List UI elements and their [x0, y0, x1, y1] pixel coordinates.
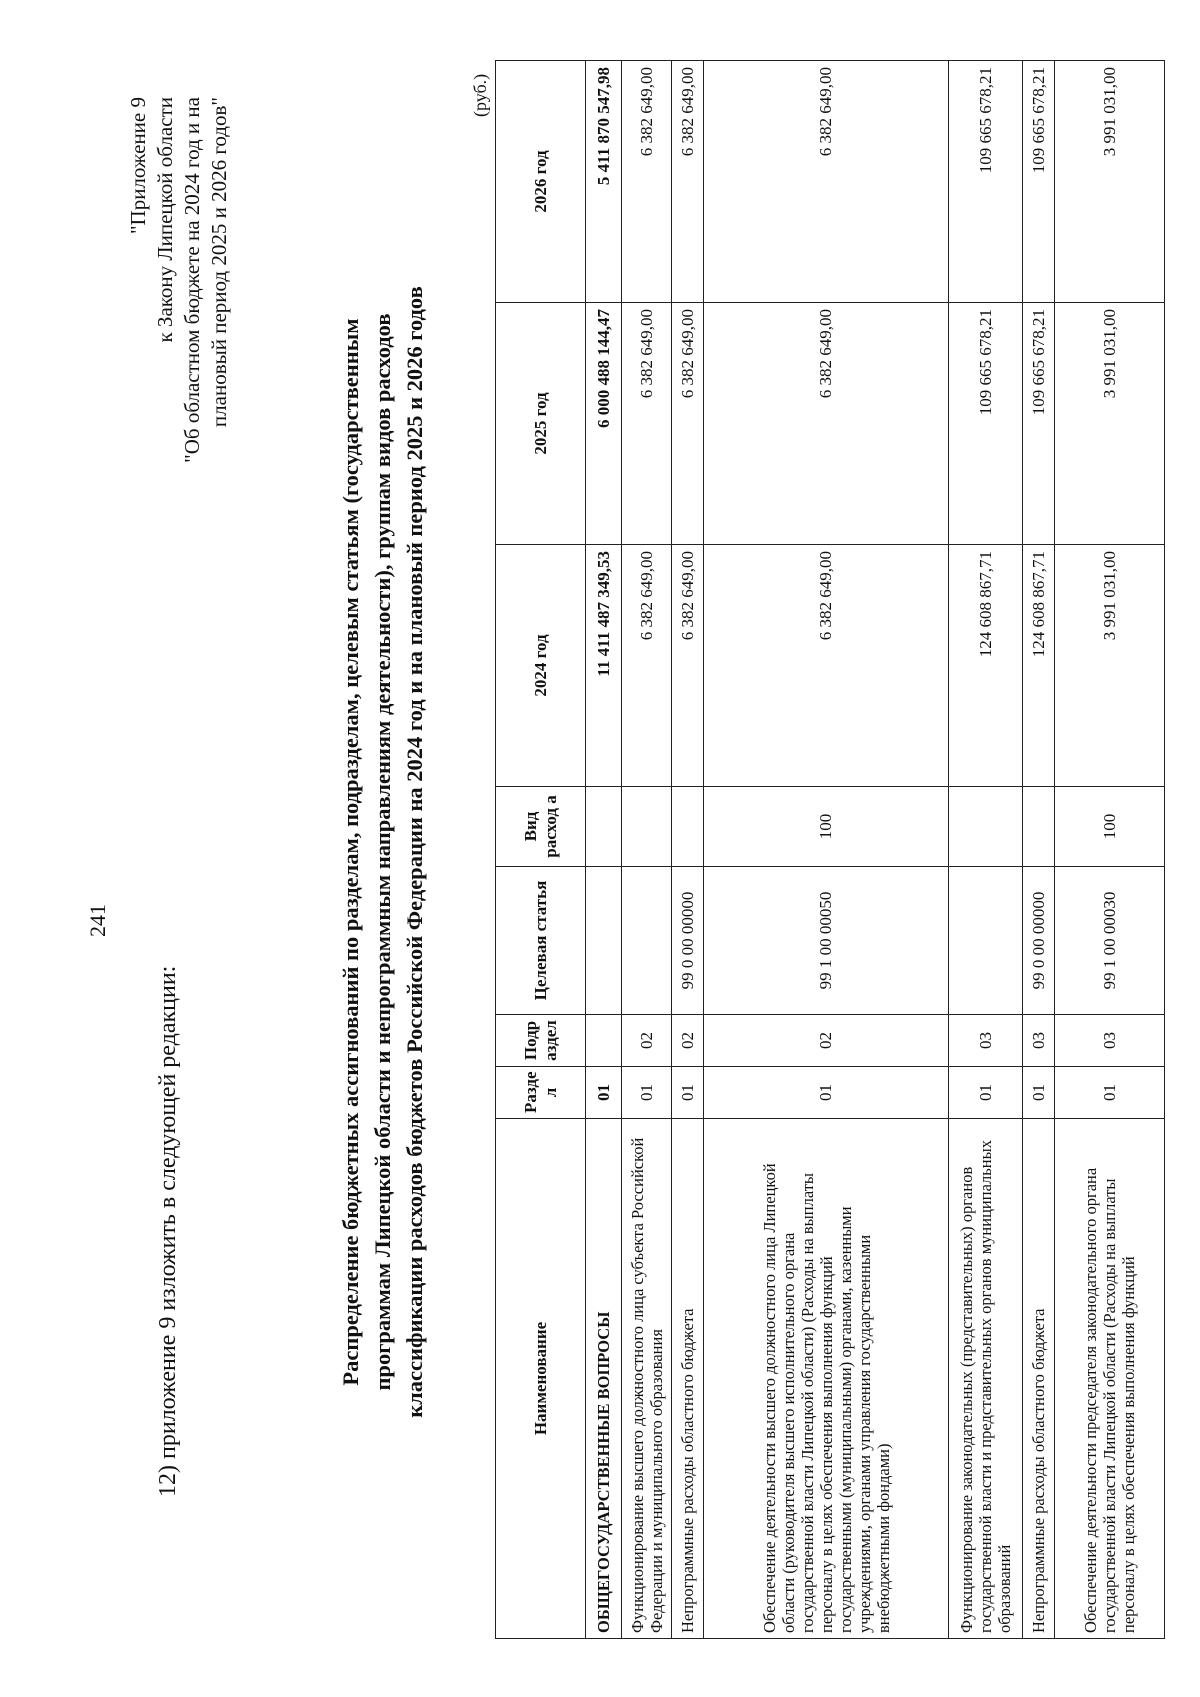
cell-section: 01 — [704, 1067, 949, 1119]
cell-y2024: 6 382 649,00 — [672, 545, 704, 787]
table-row — [704, 61, 949, 1639]
cell-subsection: 02 — [672, 1015, 704, 1067]
cell-expense-type — [672, 787, 704, 867]
intro-text: 12) приложение 9 изложить в следующей редакции: — [155, 965, 181, 1497]
cell-section: 01 — [1023, 1067, 1055, 1119]
cell-y2024: 124 608 867,71 — [1023, 545, 1055, 787]
cell-subsection — [586, 1015, 622, 1067]
table-row — [672, 61, 704, 1639]
cell-name: Функционирование высшего должностного лица субъекта Российской Федерации и муниципального образования — [622, 1119, 672, 1639]
cell-subsection: 02 — [704, 1015, 949, 1067]
cell-y2026: 109 665 678,21 — [949, 61, 1023, 303]
cell-y2025: 109 665 678,21 — [949, 303, 1023, 545]
cell-name: Непрограммные расходы областного бюджета — [672, 1119, 704, 1639]
cell-y2024: 124 608 867,71 — [949, 545, 1023, 787]
appendix-header — [125, 97, 233, 657]
header-2025: 2025 год — [496, 303, 586, 545]
cell-name: ОБЩЕГОСУДАРСТВЕННЫЕ ВОПРОСЫ — [586, 1119, 622, 1639]
cell-name: Непрограммные расходы областного бюджета — [1023, 1119, 1055, 1639]
header-subsection: Подр аздел — [496, 1015, 586, 1067]
unit-label: (руб.) — [470, 73, 490, 117]
appendix-line: "Об областном бюджете на 2024 год и на — [180, 97, 204, 463]
cell-y2024: 6 382 649,00 — [622, 545, 672, 787]
appendix-line: "Приложение 9 — [126, 97, 150, 235]
document-title — [335, 67, 431, 1637]
cell-y2025: 6 000 488 144,47 — [586, 303, 622, 545]
cell-y2026: 3 991 031,00 — [1055, 61, 1165, 303]
cell-name: Обеспечение деятельности председателя законодательного органа государственной власти Липецкой области (Расходы на выплаты персоналу в целях обеспечения выполнения функций — [1055, 1119, 1165, 1639]
cell-expense-type — [949, 787, 1023, 867]
page-number: 241 — [85, 904, 110, 937]
cell-subsection: 03 — [949, 1015, 1023, 1067]
cell-section: 01 — [672, 1067, 704, 1119]
cell-section: 01 — [586, 1067, 622, 1119]
cell-name: Обеспечение деятельности высшего должностного лица Липецкой области (руководителя высшего исполнительного органа государственной власти Липецкой области) (Расходы на выплаты персоналу в целях обеспечения выполнения функций государственными (муниципальными) органами, казенными учреждениями, органами управления государственными внебюджетными фондами) — [704, 1119, 949, 1639]
cell-name: Функционирование законодательных (представительных) органов государственной власти и представительных органов муниципальных образований — [949, 1119, 1023, 1639]
cell-target — [622, 867, 672, 1015]
cell-section: 01 — [949, 1067, 1023, 1119]
header-2026: 2026 год — [496, 61, 586, 303]
cell-expense-type: 100 — [1055, 787, 1165, 867]
cell-y2025: 6 382 649,00 — [704, 303, 949, 545]
cell-y2025: 6 382 649,00 — [622, 303, 672, 545]
cell-target: 99 0 00 00000 — [672, 867, 704, 1015]
header-name: Наименование — [496, 1119, 586, 1639]
cell-expense-type — [1023, 787, 1055, 867]
cell-target: 99 1 00 00050 — [704, 867, 949, 1015]
header-expense-type: Вид расход а — [496, 787, 586, 867]
cell-expense-type — [586, 787, 622, 867]
cell-y2026: 6 382 649,00 — [672, 61, 704, 303]
budget-table — [495, 60, 1165, 1639]
title-line: программам Липецкой области и непрограммным направлениям деятельности), группам видов расходов — [370, 313, 395, 1391]
cell-y2024: 11 411 487 349,53 — [586, 545, 622, 787]
cell-target — [949, 867, 1023, 1015]
cell-subsection: 02 — [622, 1015, 672, 1067]
cell-y2025: 3 991 031,00 — [1055, 303, 1165, 545]
header-2024: 2024 год — [496, 545, 586, 787]
cell-subsection: 03 — [1055, 1015, 1165, 1067]
title-line: Распределение бюджетных ассигнований по разделам, подразделам, целевым статьям (государственным — [338, 318, 363, 1386]
table-row — [622, 61, 672, 1639]
cell-y2025: 109 665 678,21 — [1023, 303, 1055, 545]
table-header-row — [496, 61, 586, 1639]
cell-y2024: 6 382 649,00 — [704, 545, 949, 787]
header-target: Целевая статья — [496, 867, 586, 1015]
cell-y2025: 6 382 649,00 — [672, 303, 704, 545]
table-row — [1055, 61, 1165, 1639]
cell-y2026: 109 665 678,21 — [1023, 61, 1055, 303]
cell-target: 99 1 00 00030 — [1055, 867, 1165, 1015]
appendix-line: плановый период 2025 и 2026 годов" — [207, 97, 231, 428]
table-row — [1023, 61, 1055, 1639]
cell-y2026: 6 382 649,00 — [622, 61, 672, 303]
cell-y2026: 5 411 870 547,98 — [586, 61, 622, 303]
cell-target — [586, 867, 622, 1015]
cell-expense-type — [622, 787, 672, 867]
cell-section: 01 — [1055, 1067, 1165, 1119]
cell-expense-type: 100 — [704, 787, 949, 867]
cell-y2026: 6 382 649,00 — [704, 61, 949, 303]
appendix-line: к Закону Липецкой области — [153, 97, 177, 343]
table-row — [586, 61, 622, 1639]
cell-section: 01 — [622, 1067, 672, 1119]
title-line: классификации расходов бюджетов Российской Федерации на 2024 год и на плановый период 2025 и 2026 годов — [402, 286, 427, 1418]
table-row — [949, 61, 1023, 1639]
header-section: Разде л — [496, 1067, 586, 1119]
cell-subsection: 03 — [1023, 1015, 1055, 1067]
cell-y2024: 3 991 031,00 — [1055, 545, 1165, 787]
table-body — [586, 61, 1165, 1639]
cell-target: 99 0 00 00000 — [1023, 867, 1055, 1015]
